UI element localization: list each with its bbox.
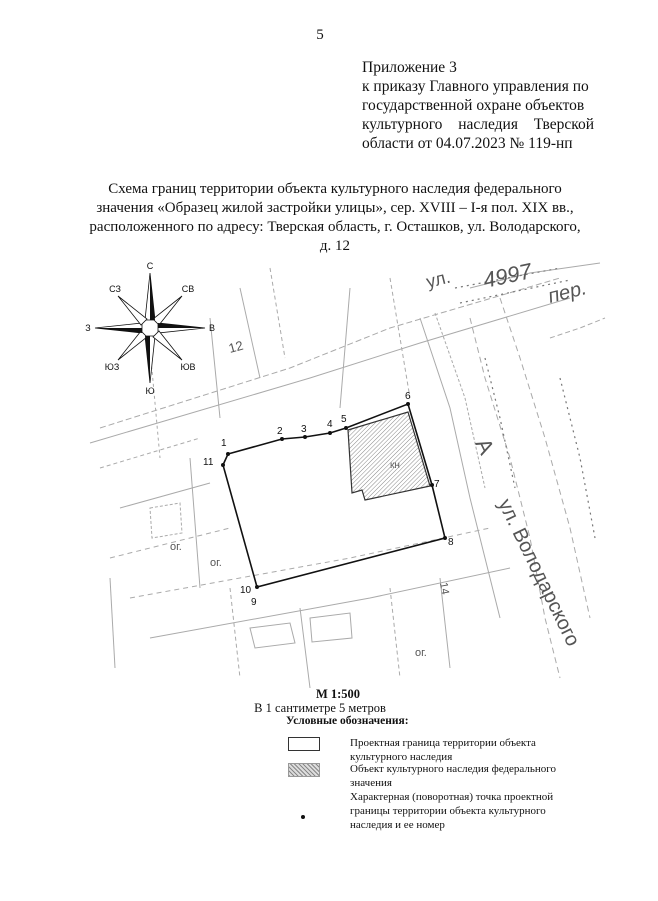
document-title [86,180,584,256]
street-label-top-suffix: пер. [545,277,589,308]
compass-e-label: В [208,323,216,333]
compass-ne-label: СВ [181,284,195,294]
legend-point-line-3: наследия и ее номер [350,819,445,831]
street-label-top-prefix: ул. [424,266,453,292]
road-letter: А [470,434,500,459]
appendix-line-3: государственной охране объектов [362,97,585,114]
title-line-4: д. 12 [319,238,351,254]
street-label-right: ул. Володарского [493,495,584,650]
title-line-1: Схема границ территории объекта культурного наследия федерального [108,181,562,197]
heritage-object [348,412,430,500]
legend-boundary-line-2: культурного наследия [350,751,453,763]
compass-n-label: С [146,261,154,271]
legend-object-line-1: Объект культурного наследия федерального [350,763,557,775]
legend-object-swatch [288,763,320,777]
appendix-line-5: области от 04.07.2023 № 119-нп [362,135,573,152]
boundary-point [226,452,230,456]
legend-object-line-2: значения [350,777,392,789]
point-label-11: 11 [203,457,214,468]
point-label-1: 1 [221,438,227,449]
point-label-9: 9 [251,597,257,608]
point-label-5: 5 [341,414,347,425]
boundary-point [406,402,410,406]
compass-se-label: ЮВ [180,362,196,372]
legend-object-text [350,762,580,790]
legend-point-symbol [301,815,305,819]
boundary-point [344,426,348,430]
point-label-4: 4 [327,419,333,430]
point-label-7: 7 [434,479,440,490]
lot-number-label: 14 [437,581,451,596]
boundary-point [221,463,225,467]
compass-w-label: З [85,323,91,333]
title-line-2: значения «Образец жилой застройки улицы», сер. XVIII – I-я пол. XIX вв., [96,200,574,216]
compass-rose [85,261,215,396]
point-label-6: 6 [405,391,411,402]
point-label-3: 3 [301,424,307,435]
point-label-10: 10 [240,585,252,596]
legend-title: Условные обозначения: [286,715,409,727]
outbuilding-label-2: ог. [210,557,222,569]
boundary-point [255,585,259,589]
boundary-point [280,437,284,441]
scale-ratio: М 1:500 [315,687,361,701]
boundary-point [443,536,447,540]
legend-point-line-1: Характерная (поворотная) точка проектной [350,791,554,803]
compass-sw-label: ЮЗ [104,362,120,372]
legend-point-text [350,790,580,832]
scale-description: В 1 сантиметре 5 метров [254,701,386,715]
compass-s-label: Ю [145,386,155,396]
street-hatching [455,268,595,538]
outbuilding-label-3: ог. [415,647,427,659]
legend-boundary-swatch [288,737,320,751]
boundary-point-labels [203,391,454,608]
page-number: 5 [316,27,324,43]
appendix-line-2: к приказу Главного управления по [362,78,589,95]
point-label-8: 8 [448,537,454,548]
legend-boundary-text [350,736,580,764]
legend-boundary-line-1: Проектная граница территории объекта [350,737,536,749]
boundary-point [328,431,332,435]
appendix-header [362,58,594,153]
title-line-3: расположенного по адресу: Тверская область, г. Осташков, ул. Володарского, [89,219,581,235]
appendix-line-1: Приложение 3 [362,59,457,76]
house-number-label: 12 [226,337,245,356]
compass-nw-label: СЗ [109,284,121,294]
outbuilding-label-1: ог. [170,541,182,553]
street-label-top: 4997 [480,258,534,293]
appendix-line-4: культурного наследия Тверской [362,116,594,133]
point-label-2: 2 [277,426,283,437]
boundary-scheme-map [85,258,610,688]
legend-point-line-2: границы территории объекта культурного [350,805,546,817]
boundary-point [303,435,307,439]
